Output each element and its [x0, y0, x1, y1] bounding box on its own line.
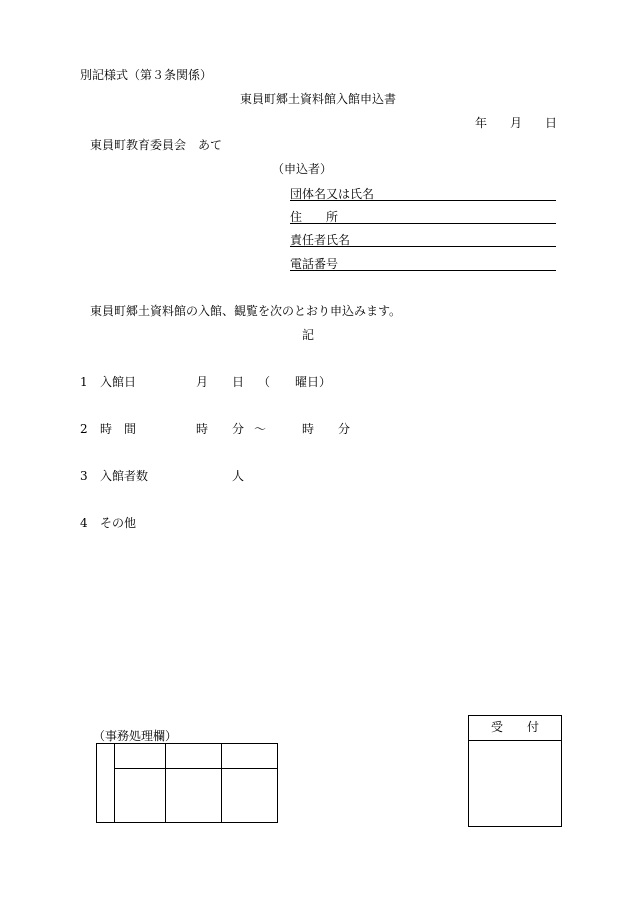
visit-day: 日	[232, 375, 245, 389]
addressee: 東員町教育委員会 あて	[90, 138, 223, 152]
page-title: 東員町郷土資料館入館申込書	[240, 92, 397, 106]
office-stamp-cell[interactable]	[222, 769, 278, 823]
applicant-address-label: 住 所	[290, 210, 339, 224]
date-year: 年	[475, 116, 488, 130]
phone-label: 電話番号	[290, 257, 339, 271]
office-side-cell	[97, 744, 115, 823]
visitor-unit: 人	[232, 469, 245, 483]
receipt-stamp-area[interactable]	[469, 741, 561, 825]
applicant-heading: （申込者）	[272, 162, 333, 176]
office-header-cell[interactable]	[166, 744, 222, 769]
item-label: 入館者数	[100, 469, 149, 483]
visit-month: 月	[196, 375, 209, 389]
applicant-name-label: 団体名又は氏名	[290, 187, 375, 201]
time-tilde: ～	[254, 422, 267, 436]
item-label: 入館日	[100, 375, 137, 389]
date-month: 月	[510, 116, 523, 130]
responsible-person-field[interactable]	[290, 231, 556, 247]
item-number: 1	[80, 375, 88, 389]
applicant-name-field[interactable]	[290, 185, 556, 201]
office-box-label: （事務処理欄）	[93, 729, 178, 743]
office-stamp-cell[interactable]	[166, 769, 222, 823]
ki-mark: 記	[302, 328, 315, 342]
receipt-label: 受 付	[469, 716, 561, 741]
start-minute: 分	[232, 422, 245, 436]
item-number: 3	[80, 469, 88, 483]
request-text: 東員町郷土資料館の入館、観覧を次のとおり申込みます。	[90, 304, 402, 318]
form-number: 別記様式（第３条関係）	[80, 68, 213, 82]
office-processing-table	[96, 743, 278, 823]
weekday-paren: （	[258, 375, 271, 389]
item-number: 2	[80, 422, 88, 436]
item-label: その他	[100, 516, 137, 530]
end-minute: 分	[338, 422, 351, 436]
item-label: 時 間	[100, 422, 137, 436]
phone-field[interactable]	[290, 255, 556, 271]
item-number: 4	[80, 516, 88, 530]
office-header-cell[interactable]	[222, 744, 278, 769]
responsible-person-label: 責任者氏名	[290, 233, 351, 247]
end-hour: 時	[302, 422, 315, 436]
date-day: 日	[545, 116, 558, 130]
office-stamp-cell[interactable]	[115, 769, 166, 823]
applicant-address-field[interactable]	[290, 208, 556, 224]
start-hour: 時	[196, 422, 209, 436]
visit-weekday: 曜日）	[295, 375, 332, 389]
office-header-cell[interactable]	[115, 744, 166, 769]
receipt-box	[468, 715, 562, 827]
